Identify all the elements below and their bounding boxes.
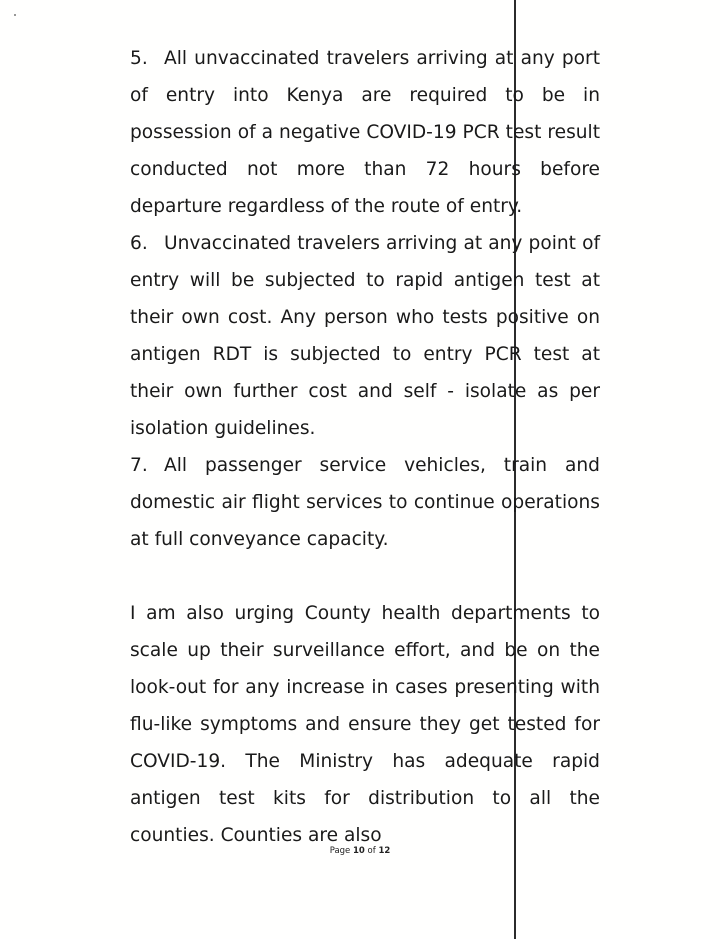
list-item-6 [130, 225, 600, 447]
list-item-5 [130, 40, 600, 225]
page-footer [0, 846, 720, 856]
page-label: Page [329, 846, 351, 856]
closing-paragraph: I am also urging County health departments to scale up their surveillance effort, and be on the look-out for any increase in cases presenting with flu-like symptoms and ensure they get tested for COVID-19. The Ministry has adequate rapid antigen test kits for distribution to all the counties. Counties are also [130, 603, 600, 846]
scan-speck [14, 14, 16, 16]
list-item-7 [130, 447, 600, 558]
page-current: 10 [352, 846, 365, 856]
body-text [130, 40, 600, 854]
list-number: 6. [130, 233, 148, 254]
list-number: 5. [130, 48, 148, 69]
paragraph-spacer [130, 558, 600, 595]
list-number: 7. [130, 455, 148, 476]
list-item-text: All unvaccinated travelers arriving at any port of entry into Kenya are required to be in possession of a negative COVID-19 PCR test result conducted not more than 72 hours before departure regardless of the route of entry. [130, 48, 600, 217]
page-total: 12 [378, 846, 391, 856]
page-separator: of [367, 846, 376, 856]
list-item-text: All passenger service vehicles, train and domestic air flight services to continue operations at full conveyance capacity. [130, 455, 600, 550]
list-item-text: Unvaccinated travelers arriving at any point of entry will be subjected to rapid antigen test at their own cost. Any person who tests positive on antigen RDT is subjected to entry PCR test at their own further cost and self - isolate as per isolation guidelines. [130, 233, 600, 439]
